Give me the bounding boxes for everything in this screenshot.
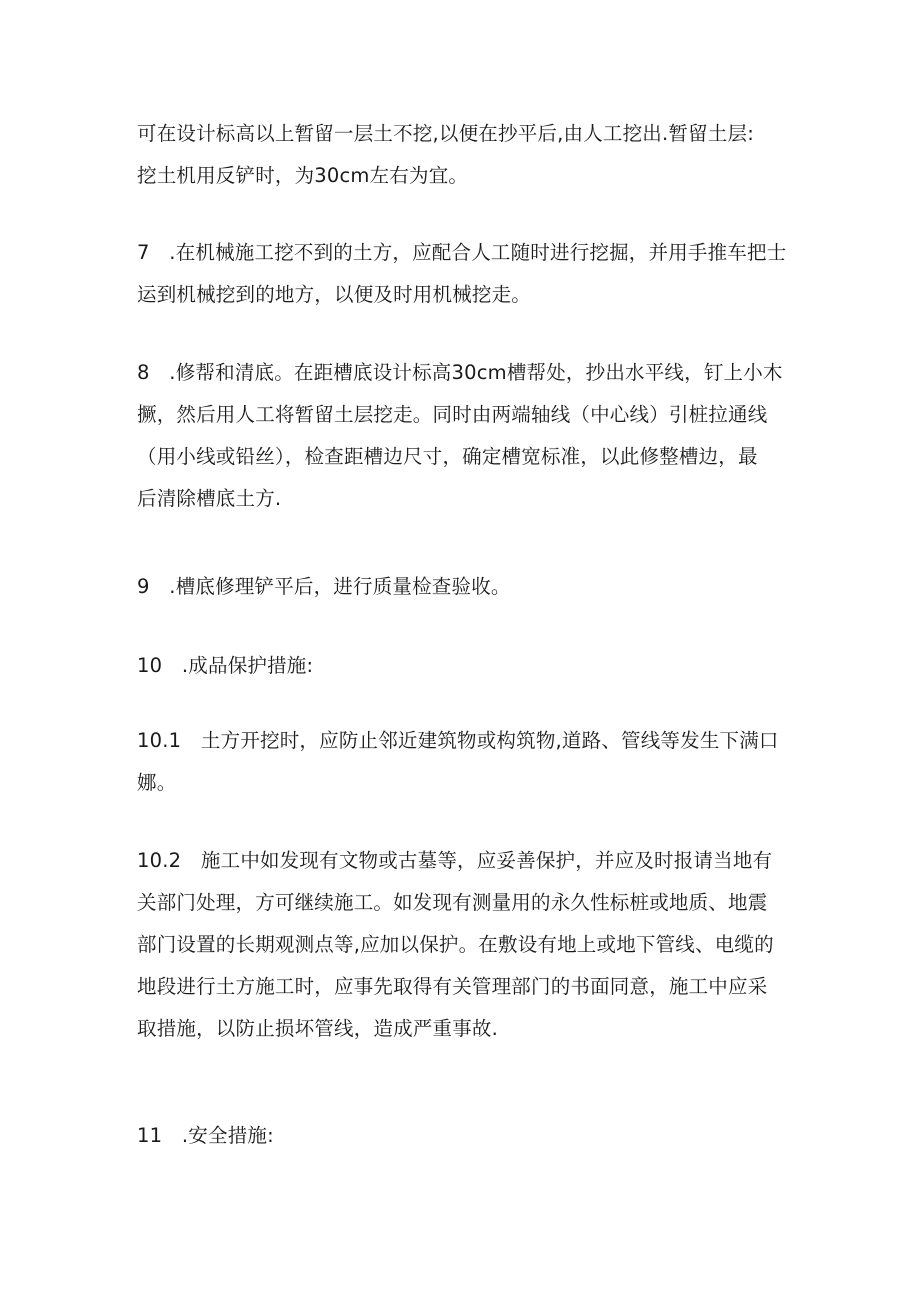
paragraph-item-7 xyxy=(137,232,787,316)
text-line: 撅，然后用人工将暂留土层挖走。同时由两端轴线（中心线）引桩拉通线 xyxy=(137,403,768,426)
text-line: 娜。 xyxy=(137,771,177,794)
text-line: 8 .修帮和清底。在距槽底设计标高30cm槽帮处，抄出水平线，钉上小木 xyxy=(137,361,783,384)
paragraph-item-9 xyxy=(137,566,787,608)
paragraph-item-10-1 xyxy=(137,720,787,804)
text-line: 10.2 施工中如发现有文物或古墓等，应妥善保护，并应及时报请当地有 xyxy=(137,849,773,872)
text-line: 9 .槽底修理铲平后，进行质量检查验收。 xyxy=(137,575,511,598)
text-line: 地段进行土方施工时，应事先取得有关管理部门的书面同意，施工中应采 xyxy=(137,975,768,998)
text-line: 可在设计标高以上暂留一层土不挖,以便在抄平后,由人工挖出.暂留土层: xyxy=(137,122,754,145)
text-line: 7 .在机械施工挖不到的土方，应配合人工随时进行挖掘，并用手推车把士 xyxy=(137,241,787,264)
paragraph-item-11-heading xyxy=(137,1115,787,1157)
text-line: 10.1 土方开挖时，应防止邻近建筑物或构筑物,道路、管线等发生下满口 xyxy=(137,729,779,752)
paragraph-item-8 xyxy=(137,352,787,520)
text-line: 运到机械挖到的地方，以便及时用机械挖走。 xyxy=(137,283,532,306)
text-line: 挖土机用反铲时，为30cm左右为宜。 xyxy=(137,164,469,187)
text-line: 10 .成品保护措施: xyxy=(137,654,314,677)
text-line: 11 .安全措施: xyxy=(137,1124,274,1147)
paragraph-item-10-2 xyxy=(137,840,787,1050)
text-line: 取措施，以防止损坏管线，造成严重事故. xyxy=(137,1017,498,1040)
text-line: 后清除槽底土方. xyxy=(137,487,282,510)
text-line: （用小线或铅丝），检查距槽边尺寸，确定槽宽标准，以此修整槽边，最 xyxy=(137,445,758,468)
text-line: 关部门处理，方可继续施工。如发现有测量用的永久性标桩或地质、地震 xyxy=(137,891,768,914)
paragraph-item-10-heading xyxy=(137,645,787,687)
paragraph-excavation-reserve xyxy=(137,113,787,197)
text-line: 部门设置的长期观测点等,应加以保护。在敷设有地上或地下管线、电缆的 xyxy=(137,933,774,956)
